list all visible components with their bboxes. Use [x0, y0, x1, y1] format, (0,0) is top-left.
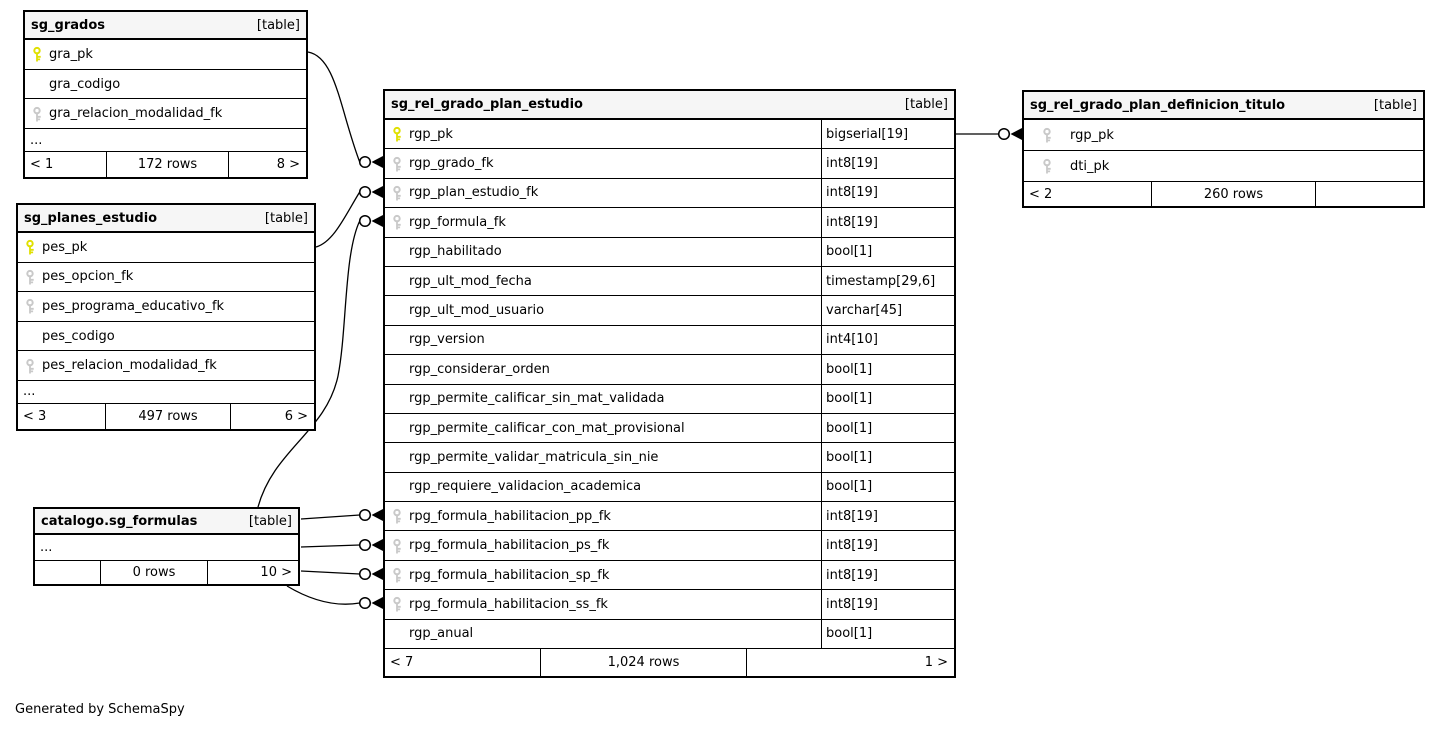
ellipsis-row: ... [35, 535, 298, 561]
column-name: rgp_version [409, 332, 485, 348]
primary-key-icon [18, 239, 42, 255]
foreign-key-icon [1024, 127, 1070, 143]
relationship-line [316, 192, 360, 247]
column-name: gra_relacion_modalidad_fk [49, 106, 223, 122]
column-row [385, 473, 954, 502]
foreign-key-icon [385, 214, 409, 230]
column-name: rpg_formula_habilitacion_ss_fk [409, 596, 608, 612]
footer-prev-count: < 3 [23, 408, 47, 424]
column-row [385, 590, 954, 619]
column-row [1024, 151, 1423, 182]
column-type: bool[1] [821, 473, 954, 501]
footer-next-count: 6 > [230, 404, 314, 429]
table-catalogo-sg-formulas [33, 507, 300, 586]
foreign-key-icon [1024, 158, 1070, 174]
relationship-line [301, 515, 360, 519]
column-name: rgp_permite_calificar_con_mat_provisional [409, 420, 685, 436]
column-name: rgp_anual [409, 626, 474, 642]
column-row [385, 385, 954, 414]
footer-next-count: 8 > [228, 152, 306, 177]
connector-endpoint [999, 128, 1022, 140]
table-tag: [table] [248, 513, 292, 529]
column-row [385, 238, 954, 267]
column-row [18, 322, 314, 352]
primary-key-icon [385, 126, 409, 142]
column-name: rgp_permite_validar_matricula_sin_nie [409, 449, 659, 465]
table-tag: [table] [256, 17, 300, 33]
foreign-key-icon [385, 508, 409, 524]
footer-next-count [1315, 182, 1423, 206]
connector-endpoint [360, 156, 383, 168]
connector-endpoint [360, 186, 383, 198]
table-title[interactable]: sg_rel_grado_plan_definicion_titulo [1030, 97, 1286, 113]
table-tag: [table] [264, 210, 308, 226]
foreign-key-icon [18, 358, 42, 374]
footer-next-count: 10 > [207, 561, 298, 584]
column-row [385, 149, 954, 178]
table-header [385, 91, 954, 120]
table-tag: [table] [904, 97, 948, 112]
column-type: int8[19] [821, 590, 954, 618]
column-row [385, 531, 954, 560]
table-footer [25, 152, 306, 177]
column-name: pes_pk [42, 239, 88, 255]
foreign-key-icon [385, 538, 409, 554]
column-name: pes_opcion_fk [42, 269, 134, 285]
table-footer [35, 561, 298, 584]
column-type: bool[1] [821, 620, 954, 648]
relationship-line [308, 52, 360, 162]
column-name: rgp_formula_fk [409, 214, 506, 230]
footer-prev-count: < 1 [30, 157, 54, 173]
column-row [385, 296, 954, 325]
column-name: dti_pk [1070, 158, 1110, 174]
foreign-key-icon [18, 298, 42, 314]
footer-row-count: 172 rows [106, 152, 228, 177]
column-name: rgp_plan_estudio_fk [409, 185, 539, 201]
column-row [18, 292, 314, 322]
column-row [25, 99, 306, 129]
column-row [385, 179, 954, 208]
column-name: rgp_pk [1070, 127, 1114, 143]
table-sg-grados [23, 10, 308, 179]
column-name: rgp_ult_mod_usuario [409, 303, 545, 319]
foreign-key-icon [385, 596, 409, 612]
relationship-line [301, 571, 360, 574]
foreign-key-icon [385, 185, 409, 201]
column-name: rgp_pk [409, 126, 453, 142]
footer-row-count: 497 rows [105, 404, 230, 429]
column-type: bool[1] [821, 443, 954, 471]
ellipsis-row: ... [25, 129, 306, 152]
column-type: int8[19] [821, 561, 954, 589]
column-row [385, 561, 954, 590]
column-row [25, 40, 306, 70]
column-name: pes_programa_educativo_fk [42, 298, 225, 314]
column-name: pes_relacion_modalidad_fk [42, 358, 217, 374]
connector-endpoint [360, 568, 383, 580]
table-header [18, 205, 314, 233]
table-sg-rel-grado-plan-estudio [383, 89, 956, 678]
column-row [385, 326, 954, 355]
foreign-key-icon [385, 156, 409, 172]
column-name: rgp_considerar_orden [409, 361, 550, 377]
column-name: rpg_formula_habilitacion_pp_fk [409, 508, 611, 524]
column-type: timestamp[29,6] [821, 267, 954, 295]
relationship-line [301, 545, 360, 547]
column-name: rgp_requiere_validacion_academica [409, 479, 642, 495]
column-name: rpg_formula_habilitacion_sp_fk [409, 567, 610, 583]
column-row [25, 70, 306, 100]
column-name: rgp_habilitado [409, 244, 502, 260]
column-type: int8[19] [821, 149, 954, 177]
column-type: bool[1] [821, 355, 954, 383]
column-row [18, 351, 314, 381]
foreign-key-icon [18, 269, 42, 285]
column-name: pes_codigo [42, 328, 115, 344]
column-type: bigserial[19] [821, 120, 954, 148]
connector-endpoint [360, 215, 383, 227]
table-footer [1024, 182, 1423, 206]
table-title[interactable]: sg_rel_grado_plan_estudio [391, 97, 583, 112]
table-header [35, 509, 298, 535]
column-name: gra_codigo [49, 76, 121, 92]
column-type: int4[10] [821, 326, 954, 354]
foreign-key-icon [385, 567, 409, 583]
table-tag: [table] [1373, 97, 1417, 113]
column-name: rgp_ult_mod_fecha [409, 273, 532, 289]
footer-prev-count [35, 561, 100, 584]
column-row [385, 120, 954, 149]
column-row [385, 208, 954, 237]
table-footer [18, 404, 314, 429]
footer-row-count: 0 rows [100, 561, 207, 584]
table-sg-planes-estudio [16, 203, 316, 431]
footer-next-count: 1 > [746, 649, 954, 676]
column-row [385, 355, 954, 384]
column-row [385, 502, 954, 531]
column-type: int8[19] [821, 502, 954, 530]
column-row [18, 263, 314, 293]
relationship-line [287, 586, 360, 604]
column-type: bool[1] [821, 238, 954, 266]
primary-key-icon [25, 46, 49, 62]
column-row [385, 443, 954, 472]
connector-endpoint [360, 539, 383, 551]
column-type: int8[19] [821, 179, 954, 207]
table-header [25, 12, 306, 40]
foreign-key-icon [25, 106, 49, 122]
column-type: varchar[45] [821, 296, 954, 324]
column-type: int8[19] [821, 208, 954, 236]
table-title[interactable]: catalogo.sg_formulas [41, 513, 198, 529]
table-title[interactable]: sg_planes_estudio [24, 210, 158, 226]
column-name: gra_pk [49, 46, 93, 62]
column-row [385, 414, 954, 443]
column-row [1024, 120, 1423, 151]
table-sg-rel-grado-plan-definicion-titulo [1022, 90, 1425, 208]
column-name: rgp_permite_calificar_sin_mat_validada [409, 391, 665, 407]
table-footer [385, 649, 954, 676]
ellipsis-row: ... [18, 381, 314, 404]
column-row [385, 620, 954, 649]
column-type: int8[19] [821, 531, 954, 559]
connector-endpoint [360, 509, 383, 521]
table-header [1024, 92, 1423, 120]
column-row [385, 267, 954, 296]
column-row [18, 233, 314, 263]
footer-prev-count: < 7 [390, 655, 414, 671]
column-name: rgp_grado_fk [409, 156, 494, 172]
column-type: bool[1] [821, 414, 954, 442]
footer-row-count: 260 rows [1151, 182, 1315, 206]
column-type: bool[1] [821, 385, 954, 413]
footer-row-count: 1,024 rows [540, 649, 746, 676]
footer-prev-count: < 2 [1029, 186, 1053, 202]
generated-by-credit: Generated by SchemaSpy [15, 702, 185, 717]
column-name: rpg_formula_habilitacion_ps_fk [409, 538, 610, 554]
table-title[interactable]: sg_grados [31, 17, 106, 33]
connector-endpoint [360, 597, 383, 609]
